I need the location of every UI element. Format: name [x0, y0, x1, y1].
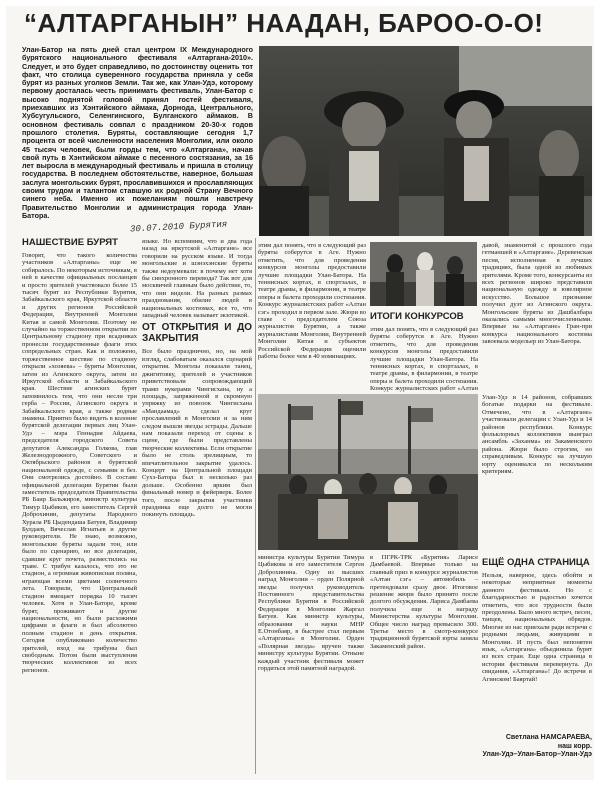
- column-4-text: этим дал понять, что в следующий раз буряты соберутся в Аге. Нужно отметить, что для проведения конкурсов монголы предоставили лучшие площадки Улан-Батора. На теннисных кортах, в спортзалах, в театре драмы, в филармонии, в театре оперы и балета проходили состязания. Конкурс журналистских работ «Алтан: [370, 326, 478, 393]
- byline: [476, 734, 592, 760]
- column-2-text: языке. Но вспомним, что и два года назад на иркутской «Алтаргане» все говорили на русском языке. И тогда монгольские и шэнэхэнские буряты также недоумевали: в почему нет хотя бы синхронного перевода? Так вот для москвичей главным было действие, то, что они видели. На разных размах празднования, обилие людей в национальных костюмах, все то, что западный человек называет экзотикой.: [142, 238, 252, 320]
- section-title-opening: ОТ ОТКРЫТИЯ И ДО ЗАКРЫТИЯ: [142, 322, 252, 345]
- photo-naadam-crowd-image: [258, 394, 478, 550]
- photo-folk-costumes-image: [259, 46, 592, 236]
- column-9-text: Нельзя, наверное, здесь обойти и некоторые неприятные моменты данного фестиваля. Но с благодарностью и радостью хочется отметить, что все трудности были преодолены. Было много встреч, песен, танцев, национальных обрядов. Многие из нас приехали ради встречи с родными людьми, живущими в Монголии. И пусть был непонятен язык, «Алтаргана» объединила бурят из всех стран. Еще одна страница в истории фестиваля перевернута. До свидания, «Алтаргана»! До встречи в Агинском! Баяртай!: [482, 572, 592, 683]
- byline-role: наш корр.: [557, 742, 592, 750]
- column-7-text: министра культуры Бурятии Тимура Цыбикова и его заместителя Сергея Доброхинина. Одну из высших наград Монголии – орден Полярной звезды получил руководитель Постоянного представительства Республики Бурятия в Российской Федерации в Монголии Жаргал Батуев. Как министр культуры, образования и науки МНР Е.Отонбаяр, в быстрее стал первым «Алтарганы» в Монголии. Орден «Полярная звезда» вручен также министру культуры Бурятии. Отныне каждый участник фестиваля может гордиться этой памятной наградой.: [258, 554, 364, 673]
- newspaper-page: [6, 6, 594, 780]
- column-8: [370, 554, 478, 774]
- column-9: [482, 554, 592, 730]
- byline-author: Светлана НАМСАРАЕВА,: [505, 734, 592, 741]
- column-4: [370, 308, 478, 392]
- photo-performers: [370, 242, 477, 306]
- column-7: [258, 554, 364, 774]
- section-title-procession: НАШЕСТВИЕ БУРЯТ: [22, 237, 118, 248]
- column-6-text: Улан-Удэ и 14 районов, собравших богатые подарки на фестивале. Отмечено, что в «Алтаргане» участвовали делегации с Улан-Удэ и 14 районов республики. Конкурс фольклорных коллективов выиграл ансамбль «Заханма» из Закаменского района. Жюри было строгим, но справедливым. Конкурс на лучшую юрту оценивался по нескольким критериям.: [482, 394, 592, 476]
- column-1-text: Говорят, что такого количества участников «Алтарганы» еще не собиралось. По некоторым источникам, в ней в качестве официальных посланцев и просто зрителей участвовало более 15 тысяч бурят из Республики Бурятия, Забайкальского края, Иркутской области и других регионов Российской Федерации, Внутренней Монголии Китая и самой Монголии. Поэтому не случайно на торжественном открытии по Центральному стадиону при всадниках пронесли государственные флаги этих сопредельных стран. Как и положено, торжественное шествие по стадиону открыли «хозяева» – буряты Монголии, затем из Агинского округа, затем из Иркутской области и Забайкальского края. Шествие агинских бурят запомнилось тем, что они несли три герба – России, Агинского округа и Забайкальского края, а также родные знамена. Приятно было видеть в колонне бурятской делегации первых лиц Улан-Удэ – мэра Геннадия Айдаева, председателя городского Совета депутатов Александра Голкова, глав Железнодорожного, Советского и Октябрьского районов в бурятской национальной одежде, с семьями и без. Они смотрелись достойно. В составе официальной делегации Бурятии были заместитель председателя Правительства РБ Баир Бальжиров, министр культуры Тимур Цыбиков, его заместитель Сергей Доброхинин, депутаты Народного Хурала РБ Цыдендаша Батуев, Владимир Булдаев, Вячеслав Игнатьев и другие руководители. Не знаю, возможно, монгольские буряты задали тон, или было по сценарию, но все делегации, сдавшие круг почета, разместились на траве. С трибун казалось, что это не стадион, а огромная живописная поляна, играющая всеми цветами солнечного лета. Говорили, что Центральный стадион вмещает порядка 10 тысяч человек. Хотя в Улан-Баторе, кроме бурят, проживают и другие национальности, но были расхожими цифрами и флаги и был абсолютно полным стадион в день открытия. Сегодня опубликовано количество зрителей, вход на трибуны был свободным. Потом были выступления творческих коллективов из всех регионов.: [22, 252, 137, 674]
- byline-route: Улан-Удэ–Улан-Батор–Улан-Удэ: [482, 751, 592, 758]
- column-3: [258, 242, 366, 390]
- column-5: [482, 242, 592, 392]
- column-8-text: в ПГРК-ТРК «Бурятия» Ларисе Дамбаевой. Впервые только на главный приз в конкурсе журналистов «Алтан сэг» – автомобиль – претендовали сразу двое. Итоговое решение жюри было принято после долгого обсуждения. Лариса Дамбаева получила еще и награду Министерства культуры Монголии. Общее число наград превысило 300. Третье место в смотр-конкурсе традиционной бурятской юрты заняла Закаменский район.: [370, 554, 478, 650]
- photo-folk-costumes: [259, 46, 592, 236]
- lead-paragraph: Улан-Батор на пять дней стал центром IX Международного бурятского национального фестиваля «Алтаргана-2010». Следует, и это будет справедливо, по достоинству оценить тот факт, что столица суверенного государства приняла у себя бурят из разных уголков Земли. Так же, как Улан-Удэ, которому первому досталась честь принимать фестиваль, Улан-Батор с высоко поднятой головой принял гостей фестиваля, приехавших из Хэнтийского аймака, Дорнода, Центрального, Хубсугульского, Селенгинского, Булганского аймаков. В основном фестиваль совпал с праздником 20-30-х годов прошлого столетия. Буряты, составляющие сегодня 1,7 процента от всей численности населения Монголии, или около 45 тысяч человек, были горды тем, что «Алтаргана», начав свой путь в Хэнтийском аймаке с песенного состязания, за 16 лет выросла в международный фестиваль и пришла в столицу государства. В последнем обстоятельстве, наверное, большая заслуга монгольских бурят, прославившихся и прославляющих своим трудом и талантом ставшую их родной Страну Вечного синего неба. Именно их пожеланиям пошли навстречу Правительство Монголии и администрация города Улан-Батора.: [22, 45, 253, 220]
- date-stamp: 30.07.2010 Бурятия: [129, 219, 228, 235]
- photo-performers-image: [370, 242, 477, 306]
- column-divider: [255, 238, 256, 774]
- column-1: [22, 234, 137, 774]
- headline: “АЛТАРГАНЫН” НААДАН, БАРОО-О-О!: [24, 8, 544, 38]
- column-2: [142, 238, 252, 774]
- section-title-contests: ИТОГИ КОНКУРСОВ: [370, 311, 464, 322]
- column-3-text: этим дал понять, что в следующий раз буряты соберутся в Аге. Нужно отметить, что для проведения конкурсов монголы предоставили лучшие площадки Улан-Батора. На теннисных кортах, в спортзалах, в театре драмы, в филармонии, в театре оперы и балета проходили состязания. Конкурс журналистских работ «Алтан сэг» проходил в первом зале. Жюри во главе с председателем Союза журналистов Бурятии, а также журналистами Монголии, Внутренней Монголии Китая и субъектов Российской Федерации оценили работы более чем в 40 номинациях.: [258, 242, 366, 361]
- column-2-text-continued: Все было празднично, но, на мой взгляд, слабоватым оказался сценарий открытия. Монголы показали танец, джигитовку, зрителей и участников приветствовали сопровождающий трамп нукерами Чингисхана, ну а площадь, запряженной в скромную упряжку из повозок Чингисхана «Мандаамад» сделал круг прославлений в Монголии и за ним следом вышли звезды эстрады. Дальше нам показали переход от сцены к сцене, где были представлены творческие коллективы. Если открытие было не столь зрелищным, то впечатлительное закрытие удалось. Концерт на Центральной площади Сухэ-Батора был в несколько раз дольше. Особенно ярким был финальный номер и фейерверк. Более того, после закрытия участники праздника еще долго не могли покинуть площадь.: [142, 348, 252, 519]
- photo-naadam-crowd: [258, 394, 478, 550]
- section-title-another-page: ЕЩЁ ОДНА СТРАНИЦА: [482, 557, 590, 568]
- column-6: [482, 394, 592, 550]
- column-5-text: давой, знаменитой с прошлого года гетманшей в «Алтаргане». Деревенская песня, исполненная в лучших традициях, была одной из любимых зрителями. Кроме того, конкурсанты из всех регионов широко представили национальную одежду и ювелирное искусство. Большое признание получил дуэт из Агинского округа. Монгольские буряты из Дашбалбара оказались самыми многочисленными. Впервые на «Алтаргане» Гран-при конкурса национального костюма завоевала модельер из Улан-Батора.: [482, 242, 592, 346]
